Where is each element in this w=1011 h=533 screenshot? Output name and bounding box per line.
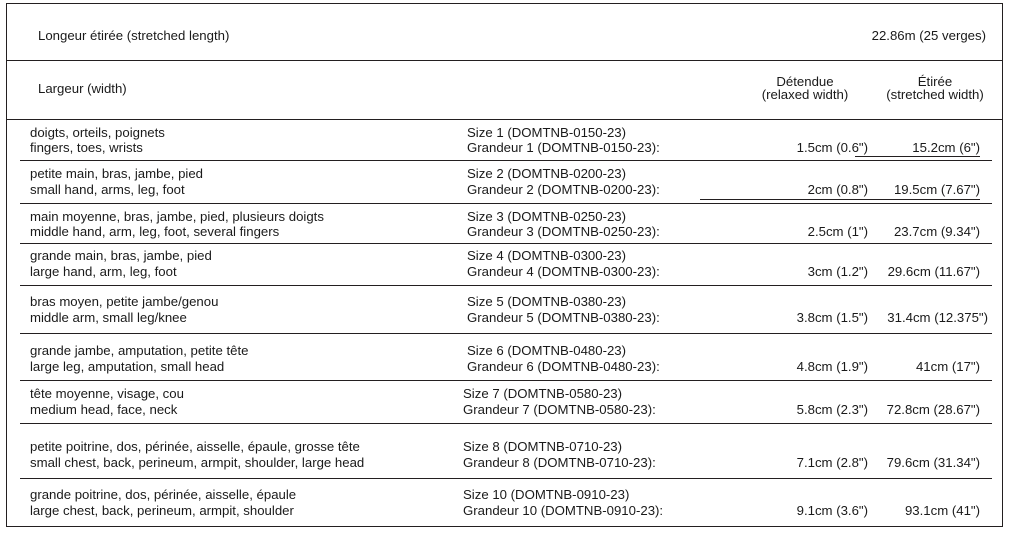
- row-6-fr: grande jambe, amputation, petite tête: [30, 343, 249, 358]
- row-8-size-fr: Grandeur 8 (DOMTNB-0710-23):: [463, 455, 656, 470]
- row-3-en: middle hand, arm, leg, foot, several fingers: [30, 224, 280, 239]
- row-8-relaxed: 7.1cm (2.8"): [796, 455, 868, 470]
- row-6-en: large leg, amputation, small head: [30, 359, 225, 374]
- row-6-size-en: Size 6 (DOMTNB-0480-23): [467, 343, 627, 358]
- row-2-stretched: 19.5cm (7.67"): [893, 182, 980, 197]
- row-8-size-en: Size 8 (DOMTNB-0710-23): [463, 439, 623, 454]
- row-1-relaxed: 1.5cm (0.6"): [796, 140, 868, 155]
- row-separator: [20, 285, 992, 286]
- row-7-en: medium head, face, neck: [30, 402, 178, 417]
- row-4-stretched: 29.6cm (11.67"): [887, 264, 980, 279]
- stretched-col-heading: Étirée: [917, 74, 953, 89]
- row-8-fr: petite poitrine, dos, périnée, aisselle, épaule, grosse tête: [30, 439, 360, 454]
- row-7-relaxed: 5.8cm (2.3"): [796, 402, 868, 417]
- row-separator: [20, 478, 992, 479]
- row-separator: [20, 243, 992, 244]
- row-separator: [20, 333, 992, 334]
- row-3-relaxed: 2.5cm (1"): [807, 224, 868, 239]
- row-2-fr: petite main, bras, jambe, pied: [30, 166, 203, 181]
- column-header-divider: [7, 119, 1002, 120]
- header-divider: [7, 60, 1002, 61]
- row-7-size-fr: Grandeur 7 (DOMTNB-0580-23):: [463, 402, 656, 417]
- row-7-stretched: 72.8cm (28.67"): [886, 402, 980, 417]
- row-3-size-en: Size 3 (DOMTNB-0250-23): [467, 209, 627, 224]
- relaxed-col-subheading: (relaxed width): [761, 87, 849, 102]
- row-6-size-fr: Grandeur 6 (DOMTNB-0480-23):: [467, 359, 660, 374]
- row-5-size-fr: Grandeur 5 (DOMTNB-0380-23):: [467, 310, 660, 325]
- row-9-size-en: Size 10 (DOMTNB-0910-23): [463, 487, 630, 502]
- row-2-relaxed: 2cm (0.8"): [807, 182, 868, 197]
- row-3-fr: main moyenne, bras, jambe, pied, plusieurs doigts: [30, 209, 324, 224]
- row-9-relaxed: 9.1cm (3.6"): [796, 503, 868, 518]
- row-separator: [20, 160, 992, 161]
- row-4-size-en: Size 4 (DOMTNB-0300-23): [467, 248, 627, 263]
- row-9-stretched: 93.1cm (41"): [904, 503, 980, 518]
- stretched-col-subheading: (stretched width): [886, 87, 984, 102]
- stretched-length-value: 22.86m (25 verges): [871, 28, 986, 43]
- stretched-length-label: Longeur étirée (stretched length): [38, 28, 230, 43]
- row-5-en: middle arm, small leg/knee: [30, 310, 187, 325]
- row-separator: [20, 203, 992, 204]
- row-6-relaxed: 4.8cm (1.9"): [796, 359, 868, 374]
- row-4-en: large hand, arm, leg, foot: [30, 264, 177, 279]
- row-1-size-fr: Grandeur 1 (DOMTNB-0150-23):: [467, 140, 660, 155]
- row-4-relaxed: 3cm (1.2"): [807, 264, 868, 279]
- row-7-fr: tête moyenne, visage, cou: [30, 386, 184, 401]
- row-9-fr: grande poitrine, dos, périnée, aisselle, épaule: [30, 487, 297, 502]
- width-label: Largeur (width): [38, 81, 127, 96]
- row-2-underline: [700, 199, 980, 200]
- row-2-size-fr: Grandeur 2 (DOMTNB-0200-23):: [467, 182, 660, 197]
- row-4-fr: grande main, bras, jambe, pied: [30, 248, 212, 263]
- row-9-size-fr: Grandeur 10 (DOMTNB-0910-23):: [463, 503, 664, 518]
- row-8-en: small chest, back, perineum, armpit, shoulder, large head: [30, 455, 365, 470]
- row-2-size-en: Size 2 (DOMTNB-0200-23): [467, 166, 627, 181]
- row-3-stretched: 23.7cm (9.34"): [893, 224, 980, 239]
- row-5-fr: bras moyen, petite jambe/genou: [30, 294, 219, 309]
- row-1-stretched: 15.2cm (6"): [912, 140, 980, 155]
- row-7-size-en: Size 7 (DOMTNB-0580-23): [463, 386, 623, 401]
- row-3-size-fr: Grandeur 3 (DOMTNB-0250-23):: [467, 224, 660, 239]
- row-1-underline: [855, 156, 980, 157]
- row-9-en: large chest, back, perineum, armpit, shoulder: [30, 503, 294, 518]
- row-1-size-en: Size 1 (DOMTNB-0150-23): [467, 125, 627, 140]
- row-5-relaxed: 3.8cm (1.5"): [796, 310, 868, 325]
- row-1-fr: doigts, orteils, poignets: [30, 125, 165, 140]
- relaxed-col-heading: Détendue: [776, 74, 834, 89]
- row-5-stretched: 31.4cm (12.375"): [887, 310, 988, 325]
- row-1-en: fingers, toes, wrists: [30, 140, 143, 155]
- row-5-size-en: Size 5 (DOMTNB-0380-23): [467, 294, 627, 309]
- row-8-stretched: 79.6cm (31.34"): [886, 455, 980, 470]
- row-6-stretched: 41cm (17"): [915, 359, 980, 374]
- row-separator: [20, 380, 992, 381]
- row-separator: [20, 423, 992, 424]
- row-2-en: small hand, arms, leg, foot: [30, 182, 185, 197]
- row-4-size-fr: Grandeur 4 (DOMTNB-0300-23):: [467, 264, 660, 279]
